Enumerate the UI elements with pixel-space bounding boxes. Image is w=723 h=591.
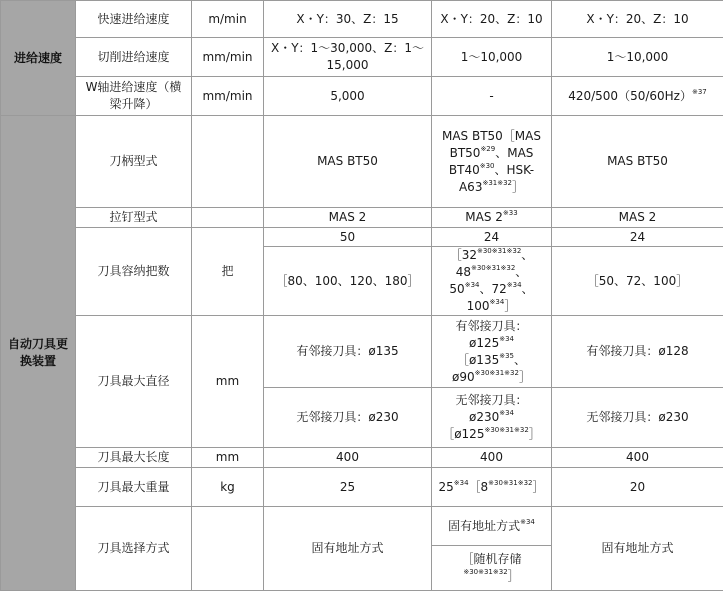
label-shank: 刀柄型式 — [76, 116, 192, 208]
footnote-ref: ※30※31※32 — [477, 247, 521, 255]
shank-c2-part: ］ — [512, 180, 524, 194]
max-dia-c2-part: ］ — [529, 427, 541, 441]
capacity-c2-part: 、72 — [479, 282, 506, 296]
row-rapid-feed — [1, 1, 723, 38]
footnote-ref: ※30 — [480, 162, 495, 170]
unit-shank — [192, 116, 264, 208]
selection-c2-std — [432, 507, 552, 546]
shank-c2-part: 、HSK-A63 — [459, 163, 534, 194]
max-weight-c2-part: ［8 — [469, 480, 489, 494]
footnote-ref: ※33 — [503, 209, 518, 217]
row-cutting-feed — [1, 38, 723, 77]
unit-max-weight: kg — [192, 468, 264, 507]
max-dia-c2-title: 无邻接刀具： — [455, 393, 527, 407]
pull-stud-c2-value: MAS 2 — [465, 210, 503, 224]
capacity-c2-part: ］ — [504, 299, 516, 313]
max-dia-c3-adjacent: 有邻接刀具：ø128 — [552, 316, 723, 388]
capacity-c2-std: 24 — [432, 228, 552, 247]
footnote-ref: ※31※32 — [482, 179, 512, 187]
unit-max-dia: mm — [192, 316, 264, 448]
pull-stud-c3: MAS 2 — [552, 208, 723, 228]
label-w-axis: W轴进给速度（横梁升降） — [76, 77, 192, 116]
pull-stud-c1: MAS 2 — [264, 208, 432, 228]
w-axis-c3-value: 420/500（50/60Hz） — [568, 89, 692, 103]
unit-capacity: 把 — [192, 228, 264, 316]
capacity-c2-part: 、48 — [456, 248, 534, 279]
selection-c1: 固有地址方式 — [264, 507, 432, 591]
max-weight-c2-part: 25 — [438, 480, 453, 494]
row-max-dia-adjacent — [1, 316, 723, 388]
row-shank — [1, 116, 723, 208]
max-length-c2: 400 — [432, 448, 552, 468]
rapid-feed-c3: X・Y：20、Z：10 — [552, 1, 723, 38]
w-axis-c2: - — [432, 77, 552, 116]
unit-cutting-feed: mm/min — [192, 38, 264, 77]
label-max-length: 刀具最大长度 — [76, 448, 192, 468]
label-max-dia: 刀具最大直径 — [76, 316, 192, 448]
capacity-c3-std: 24 — [552, 228, 723, 247]
capacity-c3-opt: ［50、72、100］ — [552, 247, 723, 316]
cutting-feed-c1: X・Y：1～30,000、Z：1～15,000 — [264, 38, 432, 77]
shank-c1: MAS BT50 — [264, 116, 432, 208]
max-dia-c2-part: ］ — [519, 370, 531, 384]
max-weight-c2 — [432, 468, 552, 507]
footnote-ref: ※30※31※32 — [484, 426, 528, 434]
footnote-ref: ※34 — [520, 518, 535, 526]
unit-max-length: mm — [192, 448, 264, 468]
max-length-c1: 400 — [264, 448, 432, 468]
footnote-ref: ※34 — [499, 409, 514, 417]
capacity-c1-opt: ［80、100、120、180］ — [264, 247, 432, 316]
selection-c2-opt-value: ［随机存储 — [461, 552, 521, 566]
footnote-ref: ※34 — [507, 281, 522, 289]
max-dia-c3-no-adjacent: 无邻接刀具：ø230 — [552, 388, 723, 448]
max-dia-c2-no-adjacent — [432, 388, 552, 448]
capacity-c2-part: 、50 — [449, 265, 527, 296]
max-dia-c2-part: ø230 — [469, 410, 499, 424]
max-weight-c1: 25 — [264, 468, 432, 507]
cutting-feed-c3: 1～10,000 — [552, 38, 723, 77]
footnote-ref: ※30※31※32 — [488, 479, 532, 487]
shank-c3: MAS BT50 — [552, 116, 723, 208]
footnote-ref: ※29 — [480, 145, 495, 153]
max-dia-c2-part: 、ø90 — [452, 353, 526, 384]
max-length-c3: 400 — [552, 448, 723, 468]
footnote-ref: ※30※31※32 — [475, 369, 519, 377]
label-pull-stud: 拉钉型式 — [76, 208, 192, 228]
footnote-ref: ※30※31※32 — [463, 568, 507, 576]
row-w-axis — [1, 77, 723, 116]
label-capacity: 刀具容纳把数 — [76, 228, 192, 316]
capacity-c2-part: ［32 — [450, 248, 477, 262]
label-rapid-feed: 快速进给速度 — [76, 1, 192, 38]
max-dia-c2-part: ［ø135 — [457, 353, 499, 367]
row-selection-std — [1, 507, 723, 546]
rapid-feed-c2: X・Y：20、Z：10 — [432, 1, 552, 38]
max-dia-c2-adjacent — [432, 316, 552, 388]
selection-c2-opt-end: ］ — [508, 569, 520, 583]
unit-rapid-feed: m/min — [192, 1, 264, 38]
max-dia-c1-no-adjacent: 无邻接刀具：ø230 — [264, 388, 432, 448]
row-capacity-std — [1, 228, 723, 247]
pull-stud-c2 — [432, 208, 552, 228]
selection-c2-value: 固有地址方式 — [448, 519, 520, 533]
shank-c2 — [432, 116, 552, 208]
selection-c2-opt — [432, 546, 552, 591]
max-dia-c1-adjacent: 有邻接刀具：ø135 — [264, 316, 432, 388]
w-axis-c1: 5,000 — [264, 77, 432, 116]
shank-c2-part: MAS BT50［MAS BT50 — [442, 129, 541, 160]
w-axis-c3 — [552, 77, 723, 116]
footnote-ref: ※37 — [692, 88, 707, 96]
label-max-weight: 刀具最大重量 — [76, 468, 192, 507]
footnote-ref: ※34 — [490, 298, 505, 306]
category-atc: 自动刀具更换装置 — [1, 116, 76, 591]
max-dia-c2-part: ø125 — [469, 336, 499, 350]
max-weight-c2-part: ］ — [533, 480, 545, 494]
category-feed-speed: 进给速度 — [1, 1, 76, 116]
footnote-ref: ※34 — [499, 335, 514, 343]
capacity-c2-opt — [432, 247, 552, 316]
max-dia-c2-part: ［ø125 — [442, 427, 484, 441]
capacity-c1-std: 50 — [264, 228, 432, 247]
unit-w-axis: mm/min — [192, 77, 264, 116]
unit-pull-stud — [192, 208, 264, 228]
rapid-feed-c1: X・Y：30、Z：15 — [264, 1, 432, 38]
shank-c2-part: 、MAS BT40 — [449, 146, 534, 177]
cutting-feed-c2: 1～10,000 — [432, 38, 552, 77]
row-pull-stud — [1, 208, 723, 228]
label-cutting-feed: 切削进给速度 — [76, 38, 192, 77]
unit-selection — [192, 507, 264, 591]
label-selection: 刀具选择方式 — [76, 507, 192, 591]
selection-c3: 固有地址方式 — [552, 507, 723, 591]
footnote-ref: ※34 — [465, 281, 480, 289]
max-weight-c3: 20 — [552, 468, 723, 507]
footnote-ref: ※35 — [499, 352, 514, 360]
max-dia-c2-title: 有邻接刀具： — [455, 319, 527, 333]
footnote-ref: ※30※31※32 — [471, 264, 515, 272]
row-max-weight — [1, 468, 723, 507]
row-max-length — [1, 448, 723, 468]
footnote-ref: ※34 — [454, 479, 469, 487]
capacity-c2-part: 、100 — [467, 282, 534, 313]
